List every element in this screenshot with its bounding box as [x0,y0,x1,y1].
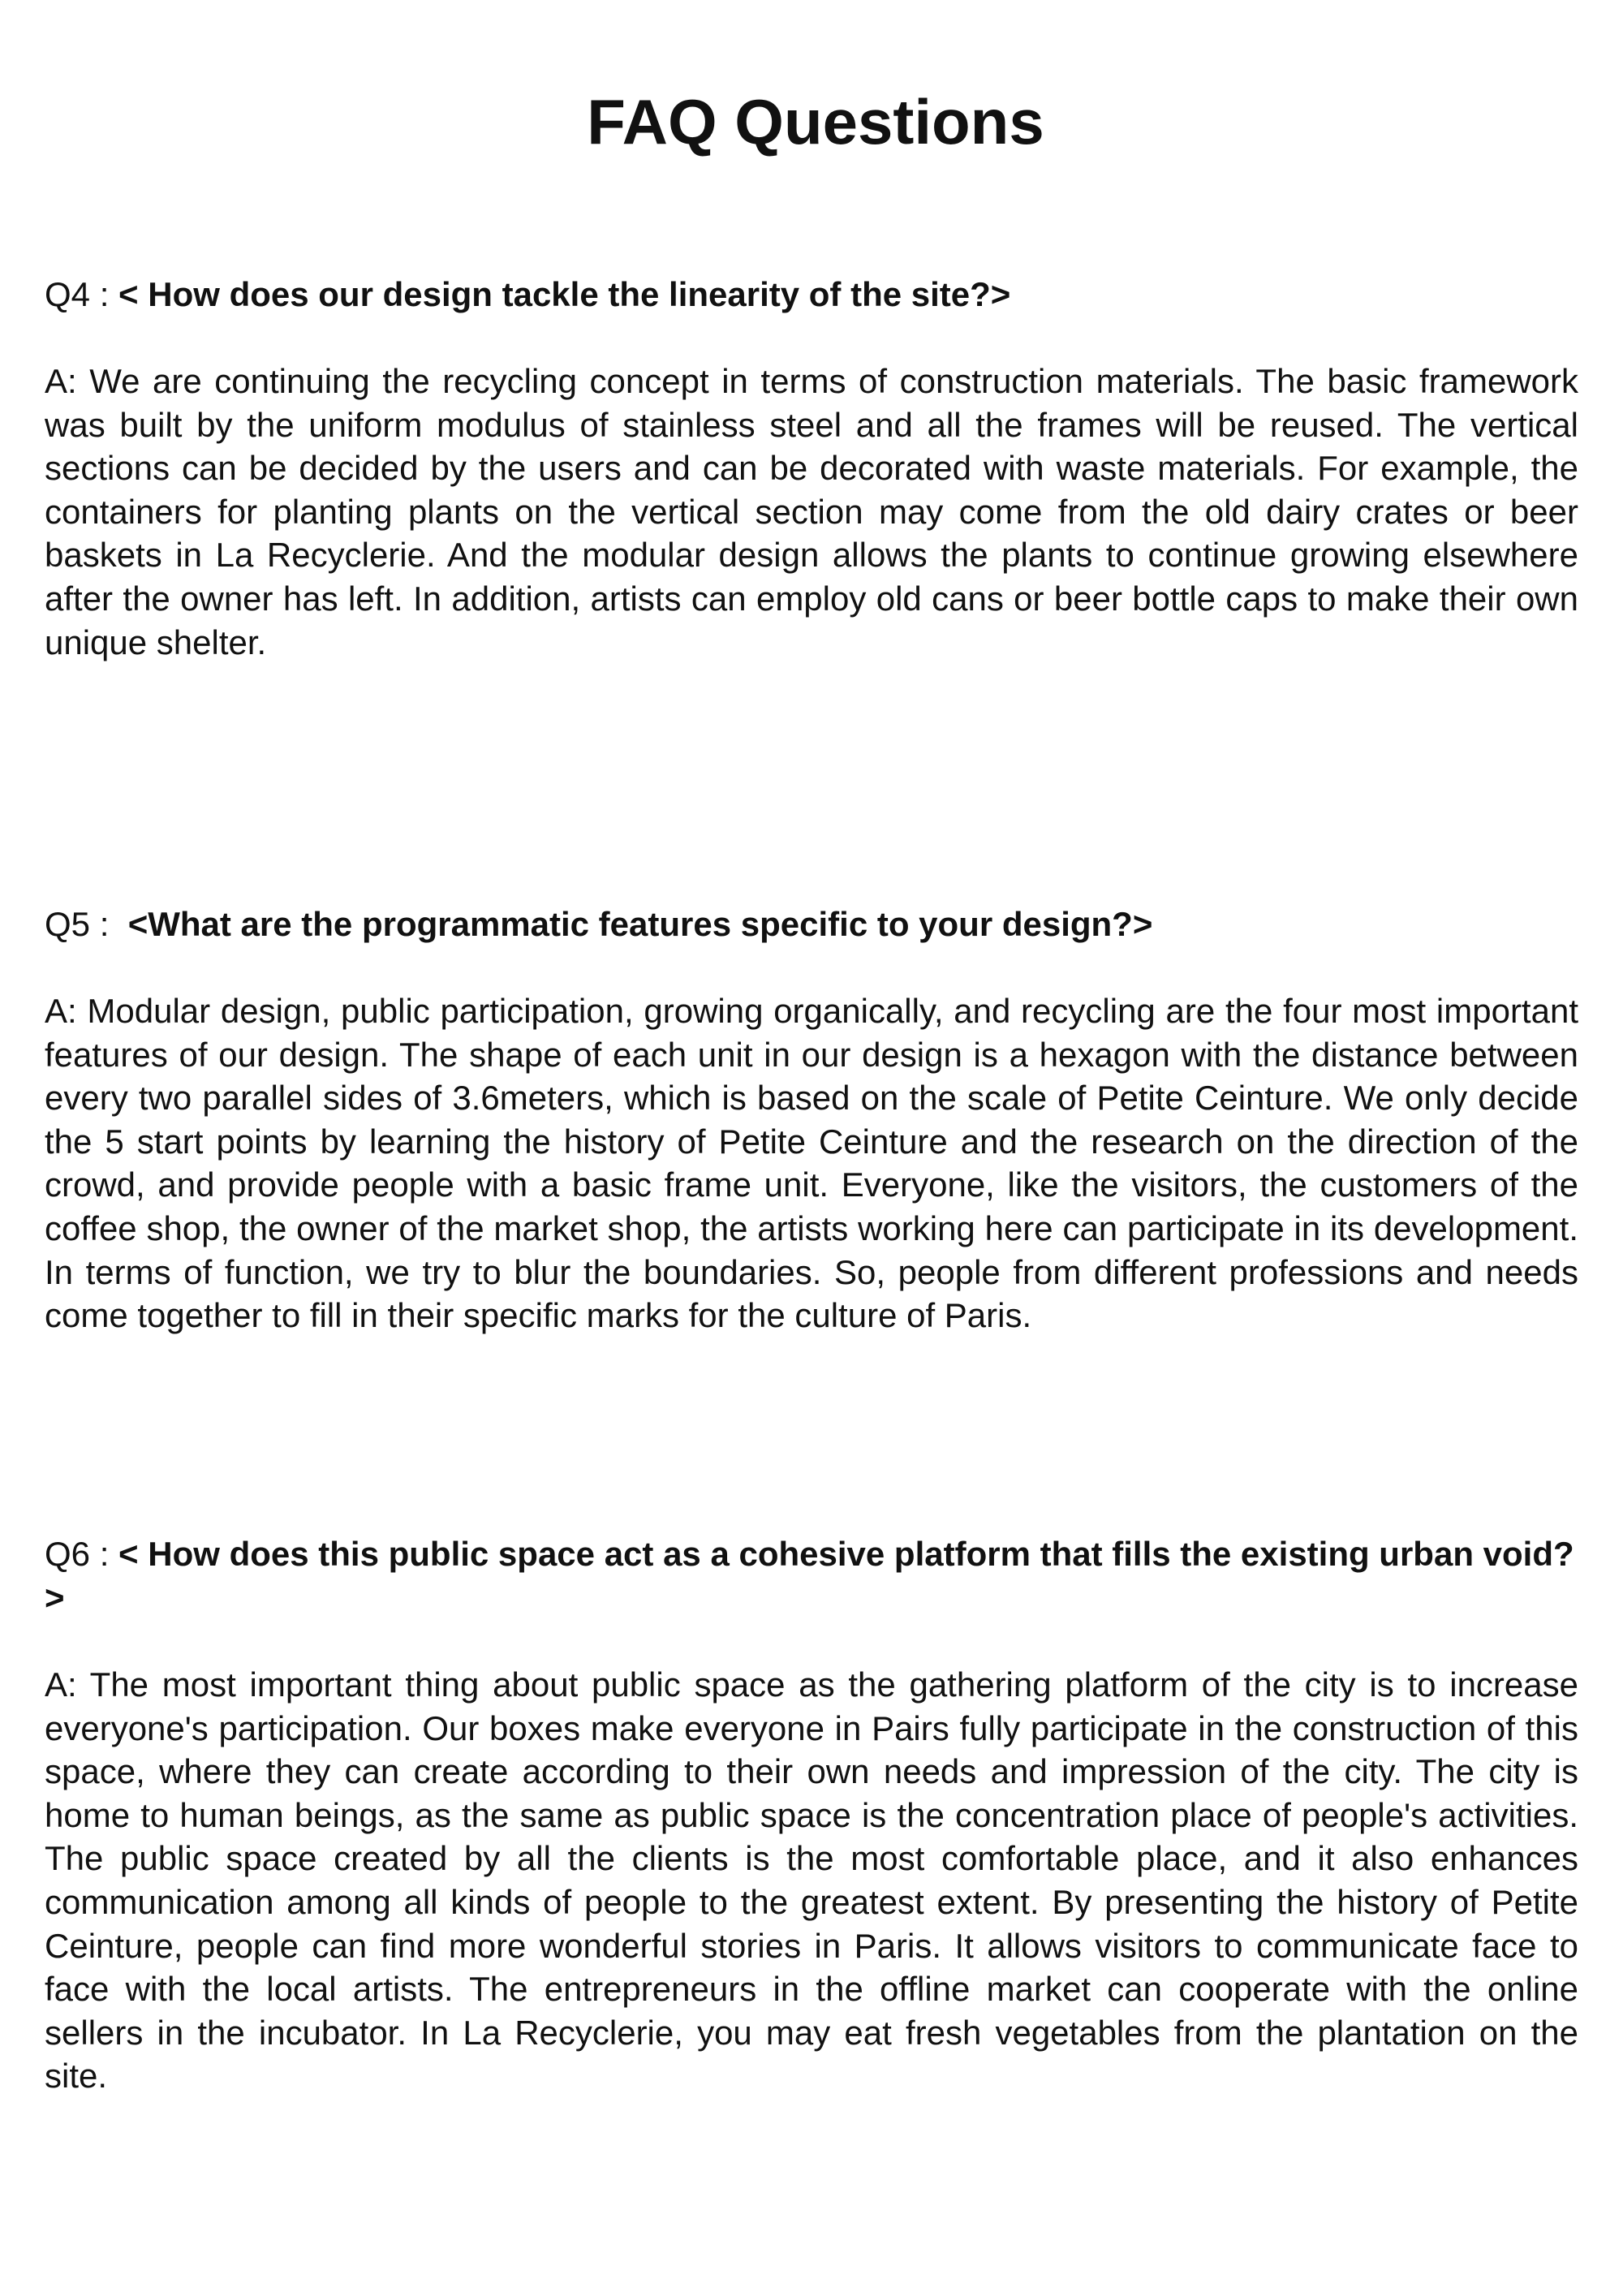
question-number: Q6 : [45,1535,119,1573]
page-title: FAQ Questions [587,86,1044,157]
question-text: <What are the programmatic features specific to your design?> [127,905,1153,943]
question-text: < How does this public space act as a cohesive platform that fills the existing urban void?> [45,1535,1574,1617]
question-text: < How does our design tackle the linearity of the site?> [118,275,1011,313]
faq-question [45,1532,1578,1620]
faq-question [45,273,1578,317]
faq-answer: A: Modular design, public participation, growing organically, and recycling are the four most important features of our design. The shape of each unit in our design is a hexagon with the distance between every two parallel sides of 3.6meters, which is based on the scale of Petite Ceinture. We only decide the 5 start points by learning the history of Petite Ceinture and the research on the direction of the crowd, and provide people with a basic frame unit. Everyone, like the visitors, the customers of the coffee shop, the owner of the market shop, the artists working here can participate in its development. In terms of function, we try to blur the boundaries. So, people from different professions and needs come together to fill in their specific marks for the culture of Paris. [45,992,1578,1335]
faq-item-q4 [45,273,1578,664]
question-number: Q4 : [45,275,119,313]
faq-question [45,902,1578,946]
faq-item-q6 [45,1532,1578,2098]
faq-answer: A: We are continuing the recycling concept in terms of construction materials. The basic framework was built by the uniform modulus of stainless steel and all the frames will be reused. The vertical sections can be decided by the users and can be decorated with waste materials. For example, the containers for planting plants on the vertical section may come from the old dairy crates or beer baskets in La Recyclerie. And the modular design allows the plants to continue growing elsewhere after the owner has left. In addition, artists can employ old cans or beer bottle caps to make their own unique shelter. [45,362,1578,661]
faq-answer: A: The most important thing about public space as the gathering platform of the city is to increase everyone's participation. Our boxes make everyone in Pairs fully participate in the construction of this space, where they can create according to their own needs and impression of the city. The city is home to human beings, as the same as public space is the concentration place of people's activities. The public space created by all the clients is the most comfortable place, and it also enhances communication among all kinds of people to the greatest extent. By presenting the history of Petite Ceinture, people can find more wonderful stories in Paris. It allows visitors to communicate face to face with the local artists. The entrepreneurs in the offline market can cooperate with the online sellers in the incubator. In La Recyclerie, you may eat fresh vegetables from the plantation on the site. [45,1665,1578,2096]
question-number: Q5 : [45,905,128,943]
faq-item-q5 [45,902,1578,1338]
